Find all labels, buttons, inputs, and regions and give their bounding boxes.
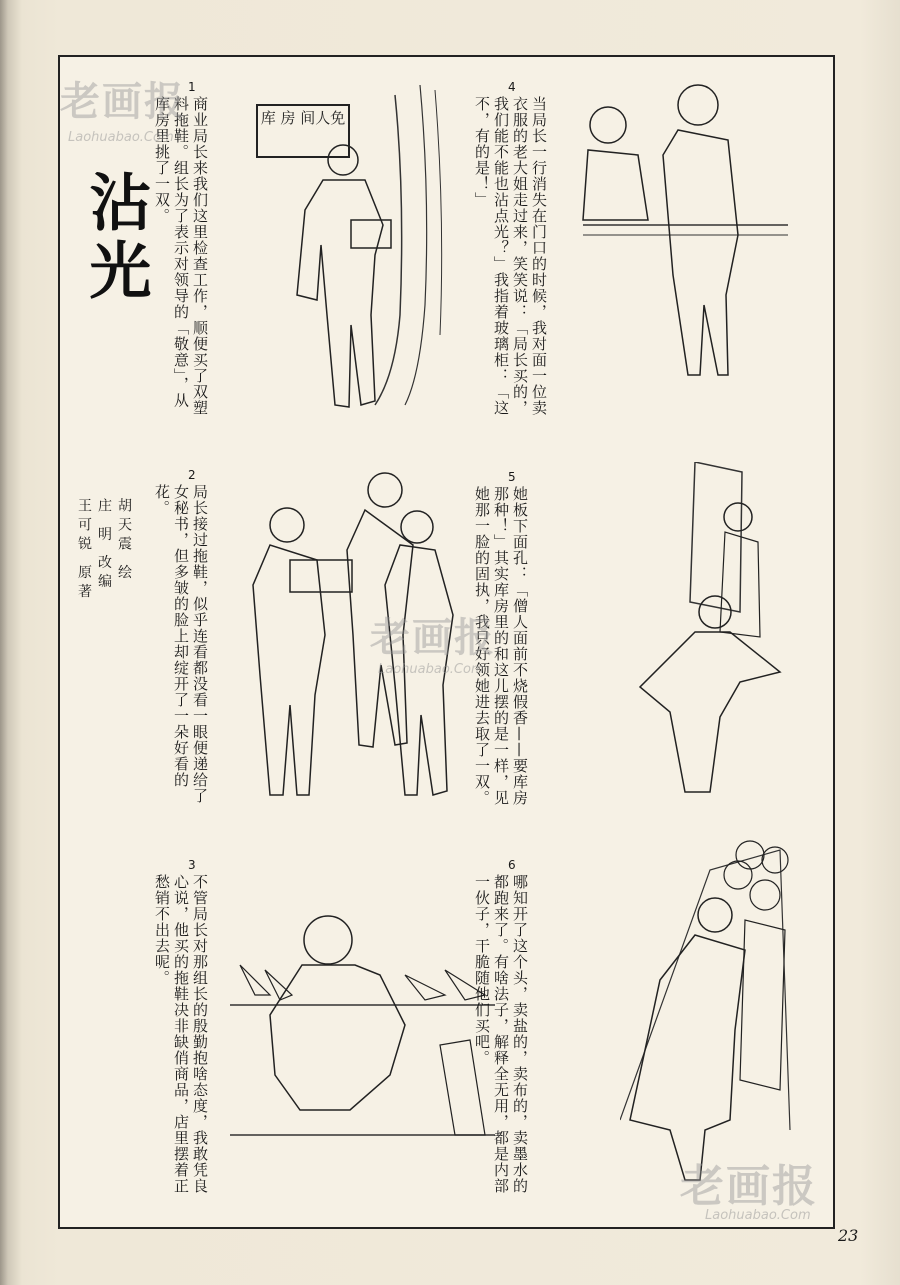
panel-6-caption: 哪知开了这个头，卖盐的，卖布的，卖墨水的都跑来了。有啥法子，解释全无用，都是内部一伙子，干脆随他们买吧。 xyxy=(473,874,529,1194)
panel-3-number: 3 xyxy=(188,858,196,872)
panel-3-caption: 不管局长对那组长的殷勤抱啥态度，我敢凭良心说，他买的拖鞋决非缺俏商品，店里摆着正愁销不出去呢。 xyxy=(153,874,209,1194)
panel-4-illustration xyxy=(578,75,793,415)
watermark-bottom-url: Laohuabao.Com xyxy=(705,1208,811,1223)
panel-1-caption: 商业局长来我们这里检查工作，顺便买了双塑料拖鞋。组长为了表示对领导的「敬意」，从库房里挑了一双。 xyxy=(153,96,209,416)
panel-4-caption: 当局长一行消失在门口的时候，我对面一位卖衣服的老大姐走过来，笑笑说：「局长买的，我们能不能也沾点光？」我指着玻璃柜：「这不，有的是！」 xyxy=(473,96,548,416)
panel-5-illustration xyxy=(630,462,790,797)
panel-1-drawing xyxy=(225,75,455,420)
panel-3-illustration xyxy=(230,895,495,1150)
panel-1-illustration xyxy=(225,75,455,420)
panel-6-illustration xyxy=(620,830,795,1195)
page-number: 23 xyxy=(838,1226,859,1245)
panel-6-drawing xyxy=(620,830,795,1195)
panel-5-number: 5 xyxy=(508,470,516,484)
story-title: 沾光 xyxy=(79,170,152,306)
watermark-center-url: Laohuabao.Com xyxy=(378,662,484,677)
storeroom-sign: 库 房 间人免 xyxy=(260,109,346,127)
watermark-bottom: 老画报 xyxy=(680,1161,818,1212)
watermark-center: 老画报 xyxy=(370,615,496,661)
panel-2-number: 2 xyxy=(188,468,196,482)
panel-3-drawing xyxy=(230,895,495,1150)
watermark-top-url: Laohuabao.Com xyxy=(68,130,174,145)
panel-1-number: 1 xyxy=(188,80,196,94)
panel-4-number: 4 xyxy=(508,80,516,94)
panel-5-drawing xyxy=(630,462,790,797)
panel-4-drawing xyxy=(578,75,793,415)
watermark-top: 老画报 xyxy=(60,79,186,125)
credit-adapter: 庄 明 改编 xyxy=(96,498,112,593)
panel-5-caption: 她板下面孔：「僧人面前不烧假香——要库房那种！」其实库房里的和这儿摆的是一样，见她那一脸的固执，我只好领她进去取了一双。 xyxy=(473,486,529,806)
panel-6-number: 6 xyxy=(508,858,516,872)
panel-2-caption: 局长接过拖鞋，似乎连看都没看一眼便递给了女秘书，但多皱的脸上却绽开了一朵好看的花。 xyxy=(153,484,209,804)
credit-artist: 胡天震 绘 xyxy=(116,498,132,584)
credit-author: 王可锐 原著 xyxy=(76,498,92,603)
